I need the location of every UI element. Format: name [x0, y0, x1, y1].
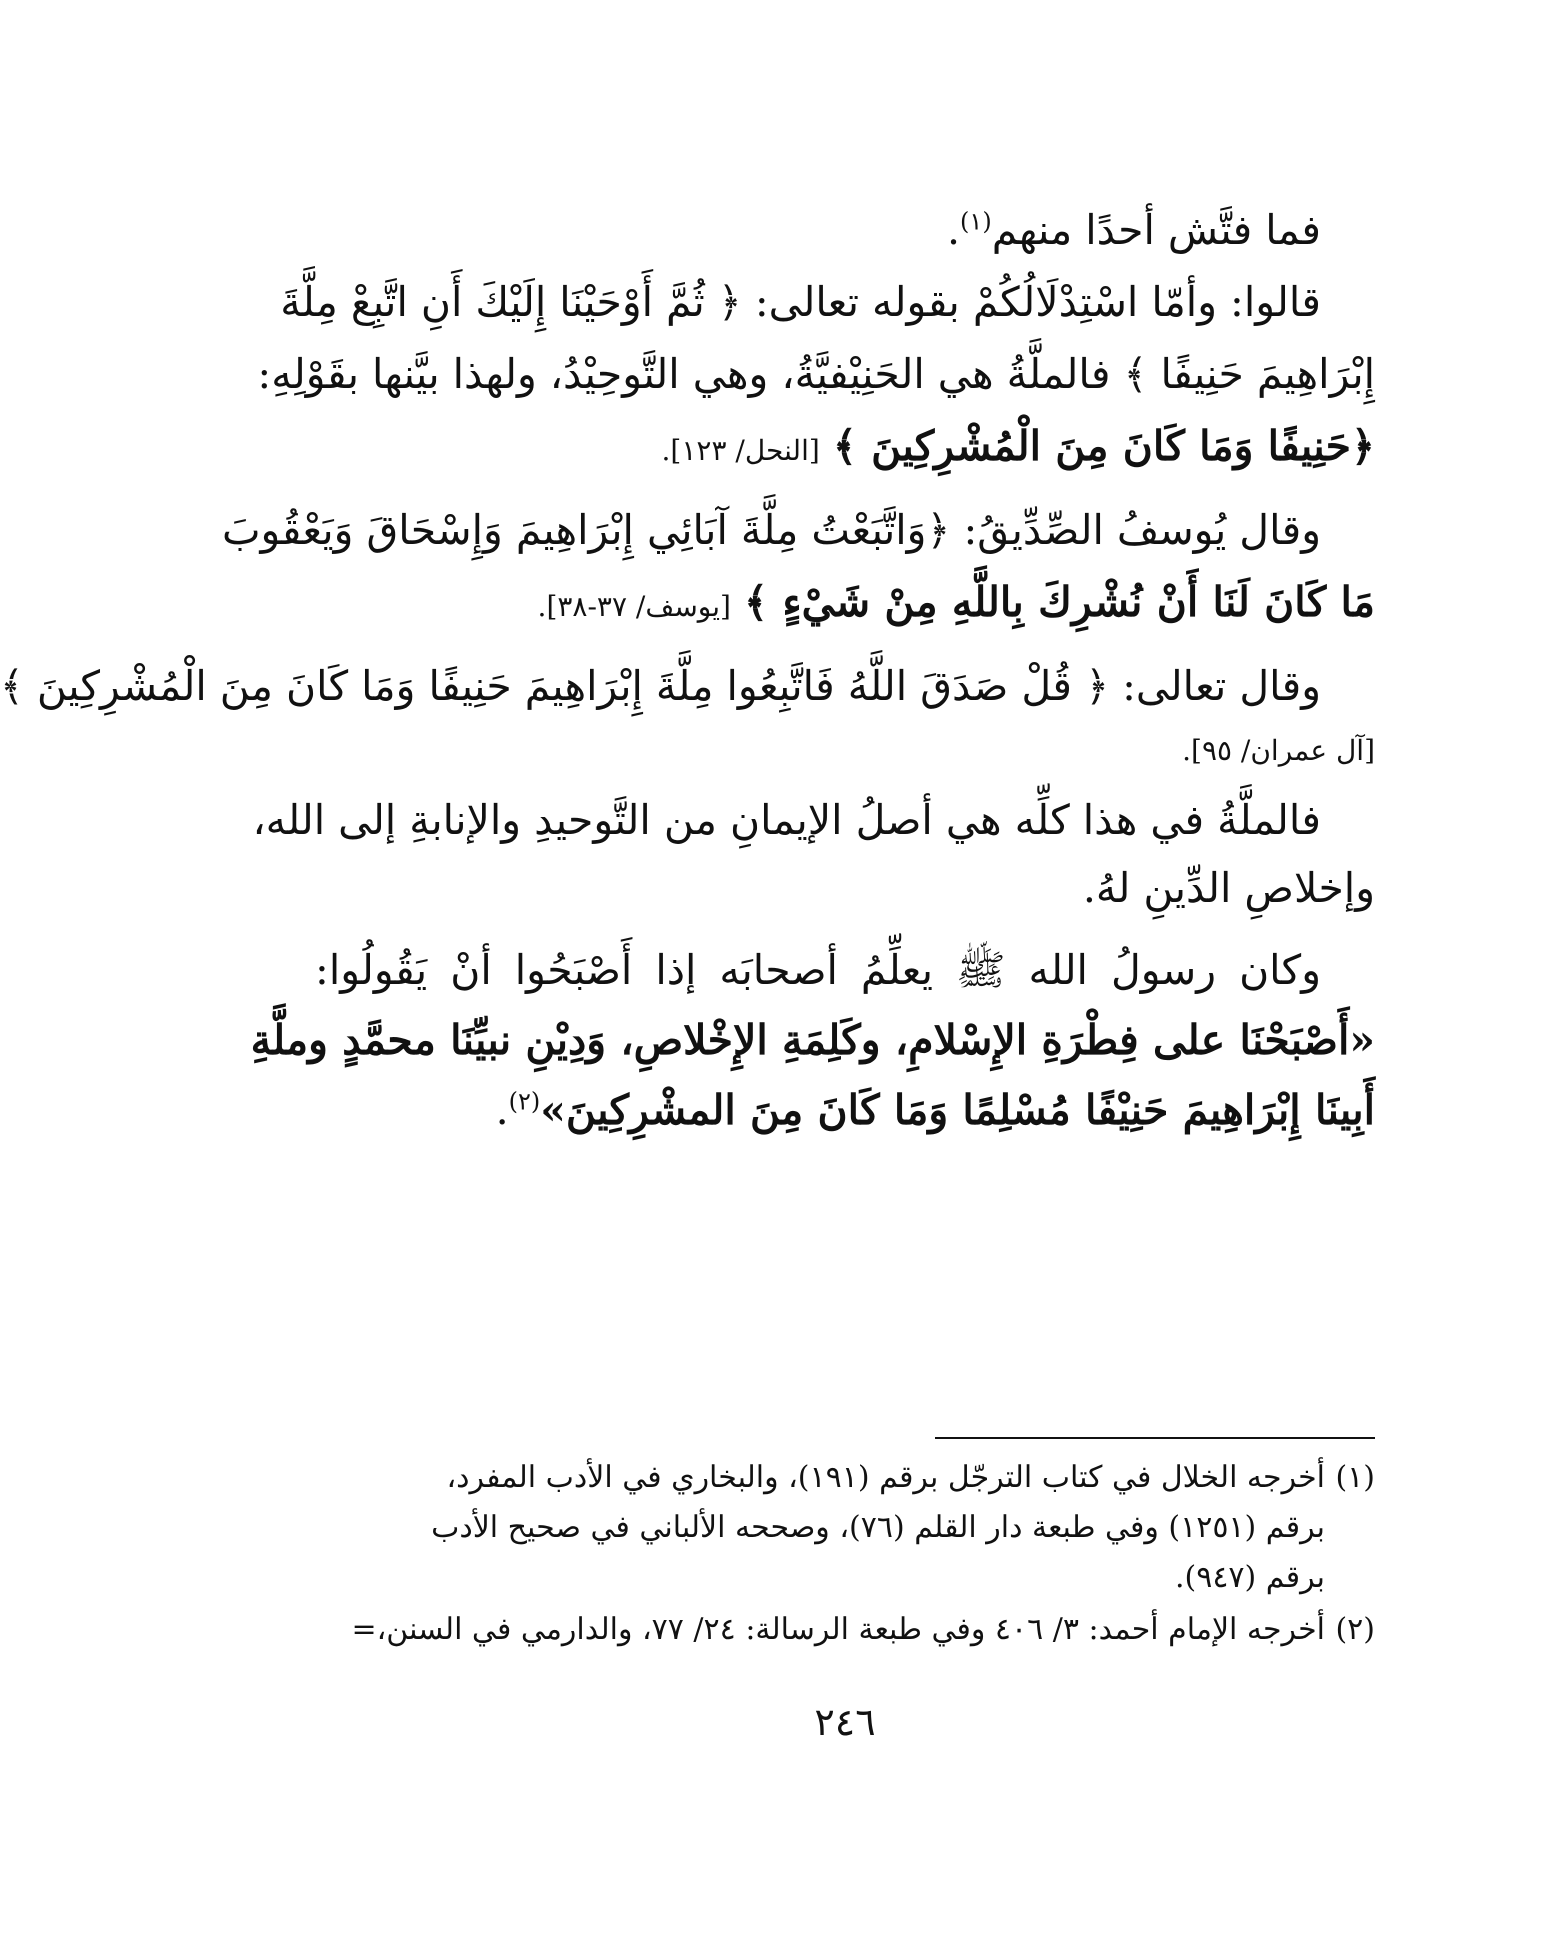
footnote-1-number: (١)	[1335, 1460, 1375, 1495]
paragraph-1-end: .	[947, 206, 961, 254]
footnote-separator	[935, 1437, 1375, 1439]
footnote-ref-1: (١)	[960, 207, 992, 236]
paragraph-6-line-1: وكان رسولُ الله ﷺ يعلِّمُ أصحابَه إذا أَصْبَحُوا أنْ يَقُولُوا:	[315, 946, 1321, 994]
footnote-1-line-1	[315, 1453, 1375, 1503]
book-page	[0, 200, 1375, 1900]
paragraph-6-line-2: «أَصْبَحْنَا على فِطْرَةِ الإِسْلامِ، وكَلِمَةِ الإِخْلاصِ، وَدِيْنِ نبيِّنَا محمَّدٍ وملَّةِ	[250, 1016, 1375, 1064]
paragraph-1-line	[315, 200, 1375, 260]
quran-verse-yusuf: مَا كَانَ لَنَا أَنْ نُشْرِكَ بِاللَّهِ مِنْ شَيْءٍ ﴾	[744, 578, 1375, 626]
verse-reference-al-imran: [آل عمران/ ٩٥].	[1182, 734, 1375, 767]
footnote-2-line-1	[315, 1605, 1375, 1655]
footnote-1-text: أخرجه الخلال في كتاب الترجّل برقم (١٩١)، والبخاري في الأدب المفرد،	[446, 1460, 1325, 1495]
paragraph-5-line-1: فالملَّةُ في هذا كلِّه هي أصلُ الإيمانِ من التَّوحيدِ والإنابةِ إلى الله،	[252, 796, 1321, 844]
paragraph-3-line-1: وقال يُوسفُ الصِّدِّيقُ: ﴿وَاتَّبَعْتُ مِلَّةَ آبَائِي إِبْرَاهِيمَ وَإِسْحَاقَ وَيَعْقُوبَ	[221, 506, 1321, 554]
footnote-2-text: أخرجه الإمام أحمد: ٣/ ٤٠٦ وفي طبعة الرسالة: ٢٤/ ٧٧، والدارمي في السنن،=	[351, 1612, 1325, 1647]
footnote-1-line-2: برقم (١٢٥١) وفي طبعة دار القلم (٧٦)، وصححه الألباني في صحيح الأدب	[431, 1510, 1325, 1545]
paragraph-4-line-2	[315, 716, 1375, 781]
verse-reference-nahl: [النحل/ ١٢٣].	[661, 434, 820, 467]
paragraph-6-end: .	[495, 1086, 509, 1134]
page-number: ٢٤٦	[814, 1700, 876, 1744]
footnote-1-line-3: برقم (٩٤٧).	[1174, 1560, 1325, 1595]
paragraph-3-line-2	[315, 572, 1375, 637]
paragraph-2-line-2: إِبْرَاهِيمَ حَنِيفًا ﴾ فالملَّةُ هي الحَنِيْفيَّةُ، وهي التَّوحِيْدُ، ولهذا بيَّنها بقَوْلِهِ:	[257, 350, 1375, 398]
paragraph-5-line-2: وإخلاصِ الدِّينِ لهُ.	[1082, 864, 1375, 912]
footnote-ref-2: (٢)	[508, 1087, 541, 1116]
paragraph-2-line-1: قالوا: وأمّا اسْتِدْلَالُكُمْ بقوله تعالى: ﴿ ثُمَّ أَوْحَيْنَا إِلَيْكَ أَنِ اتَّبِعْ مِلَّةَ	[280, 278, 1321, 326]
paragraph-6-line-3	[315, 1080, 1375, 1140]
hadith-text-end: أَبِينَا إِبْرَاهِيمَ حَنِيْفًا مُسْلِمًا وَمَا كَانَ مِنَ المشْرِكِينَ»	[540, 1086, 1375, 1134]
quran-verse-nahl: ﴿حَنِيفًا وَمَا كَانَ مِنَ الْمُشْرِكِينَ ﴾	[832, 422, 1375, 470]
paragraph-1-text: فما فتَّش أحدًا منهم	[991, 206, 1321, 254]
footnote-2-number: (٢)	[1335, 1612, 1375, 1647]
verse-reference-yusuf: [يوسف/ ٣٧-٣٨].	[537, 590, 731, 623]
paragraph-2-line-3	[315, 416, 1375, 481]
paragraph-4-line-1: وقال تعالى: ﴿ قُلْ صَدَقَ اللَّهُ فَاتَّبِعُوا مِلَّةَ إِبْرَاهِيمَ حَنِيفًا وَمَا كَانَ مِنَ الْمُشْرِكِينَ ﴾	[0, 662, 1321, 710]
